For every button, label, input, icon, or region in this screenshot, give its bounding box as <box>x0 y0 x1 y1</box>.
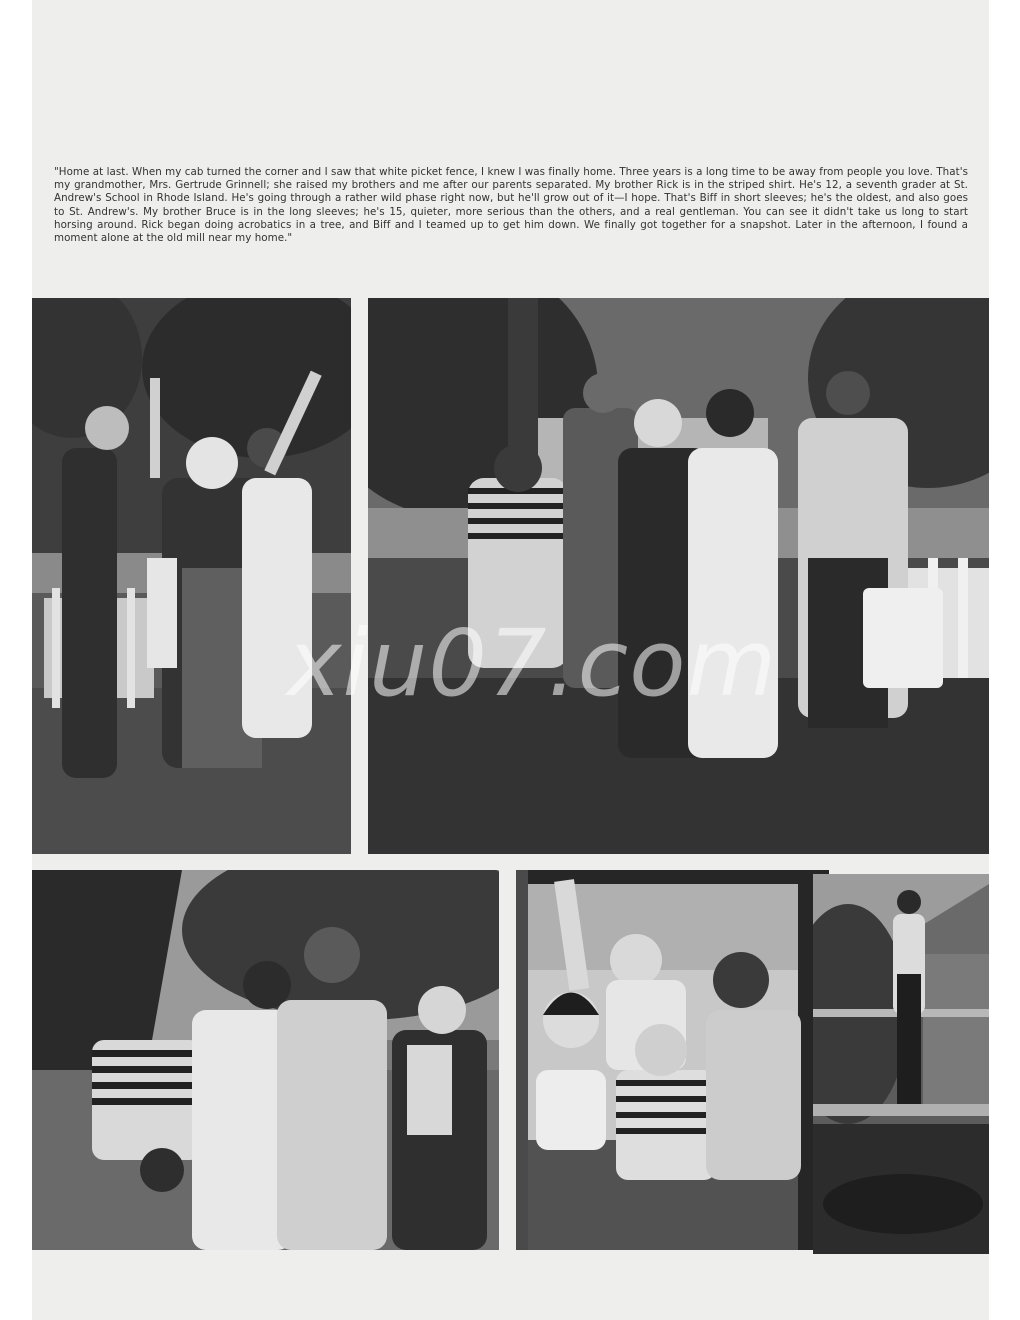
photo-group-snapshot <box>516 870 829 1250</box>
photo-homecoming-greeting <box>32 298 351 854</box>
magazine-page <box>32 0 989 1320</box>
photo-old-mill <box>813 874 989 1254</box>
photo-family-walking <box>368 298 989 854</box>
photo-tree-acrobatics <box>32 870 499 1250</box>
photo-caption-text: "Home at last. When my cab turned the corner and I saw that white picket fence, I knew I was finally home. Three years is a long time to be away from people you love. That's my grandmother, Mrs. Gertrude Grinnell; she raised my brothers and me after our parents separated. My brother Rick is in the striped shirt. He's 12, a seventh grader at St. Andrew's School in Rhode Island. He's going through a rather wild phase right now, but he'll grow out of it—I hope. That's Biff in short sleeves; he's the oldest, and also goes to St. Andrew's. My brother Bruce is in the long sleeves; he's 15, quieter, more serious than the others, and a real gentleman. You can see it didn't take us long to start horsing around. Rick began doing acrobatics in a tree, and Biff and I teamed up to get him down. We finally got together for a snapshot. Later in the afternoon, I found a moment alone at the old mill near my home." <box>54 166 968 245</box>
watermark-text: xiu07.com <box>287 610 778 717</box>
